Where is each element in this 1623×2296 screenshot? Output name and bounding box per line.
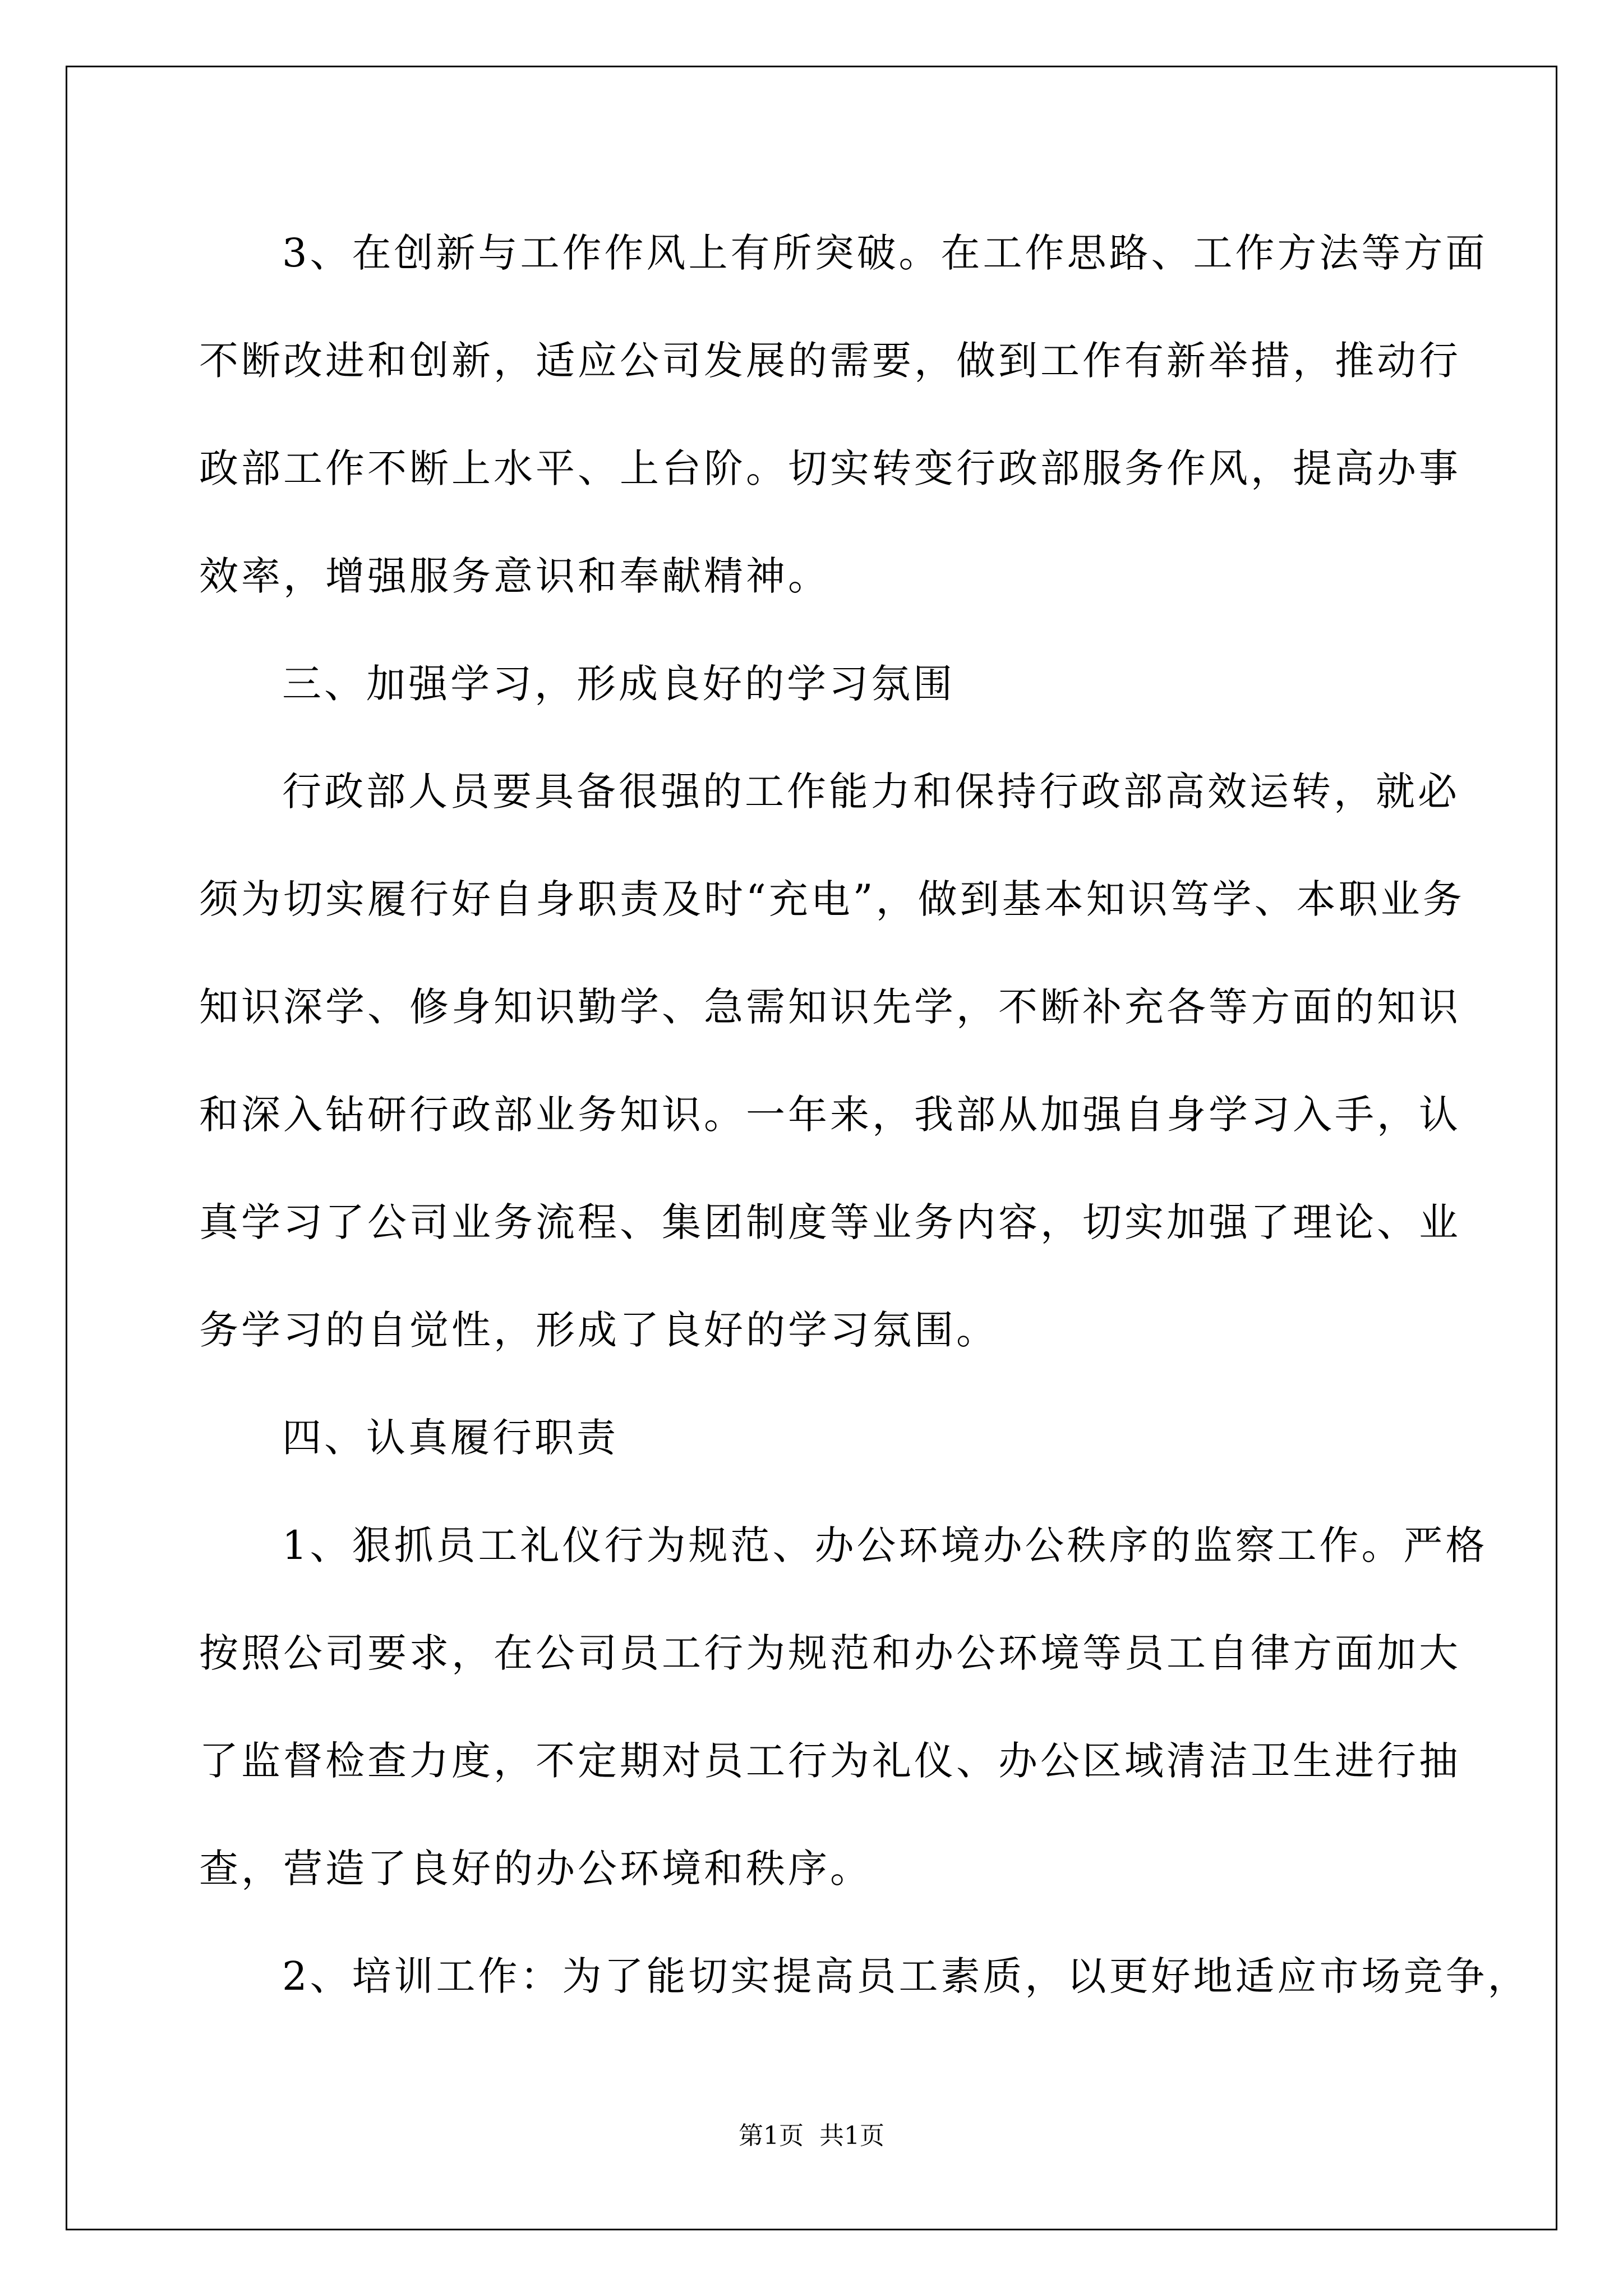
paragraph-line: 2、培训工作：为了能切实提高员工素质，以更好地适应市场竞争， [282, 1953, 1530, 1999]
paragraph-line: 了监督检查力度，不定期对员工行为礼仪、办公区域清洁卫生进行抽 [199, 1738, 1461, 1784]
paragraph-line: 真学习了公司业务流程、集团制度等业务内容，切实加强了理论、业 [199, 1199, 1461, 1245]
paragraph-line: 和深入钻研行政部业务知识。一年来，我部从加强自身学习入手，认 [199, 1092, 1461, 1138]
paragraph-line: 知识深学、修身知识勤学、急需知识先学，不断补充各等方面的知识 [199, 984, 1461, 1030]
page-footer: 第1页 共1页 [739, 2122, 884, 2150]
paragraph-line: 政部工作不断上水平、上台阶。切实转变行政部服务作风，提高办事 [199, 445, 1461, 491]
paragraph-line: 1、狠抓员工礼仪行为规范、办公环境办公秩序的监察工作。严格 [282, 1522, 1488, 1568]
document-body [199, 199, 1530, 2030]
paragraph-line: 不断改进和创新，适应公司发展的需要，做到工作有新举措，推动行 [199, 338, 1461, 384]
paragraph-line: 按照公司要求，在公司员工行为规范和办公环境等员工自律方面加大 [199, 1630, 1461, 1676]
paragraph-line: 务学习的自觉性，形成了良好的学习氛围。 [199, 1307, 998, 1353]
paragraph-line: 3、在创新与工作作风上有所突破。在工作思路、工作方法等方面 [282, 230, 1488, 276]
section-heading: 四、认真履行职责 [282, 1415, 619, 1461]
section-heading: 三、加强学习，形成良好的学习氛围 [282, 661, 955, 707]
paragraph-line: 行政部人员要具备很强的工作能力和保持行政部高效运转，就必 [282, 769, 1460, 815]
paragraph-line: 效率，增强服务意识和奉献精神。 [199, 553, 830, 599]
paragraph-line: 查，营造了良好的办公环境和秩序。 [199, 1846, 872, 1892]
paragraph-line: 须为切实履行好自身职责及时“充电”，做到基本知识笃学、本职业务 [199, 876, 1465, 922]
